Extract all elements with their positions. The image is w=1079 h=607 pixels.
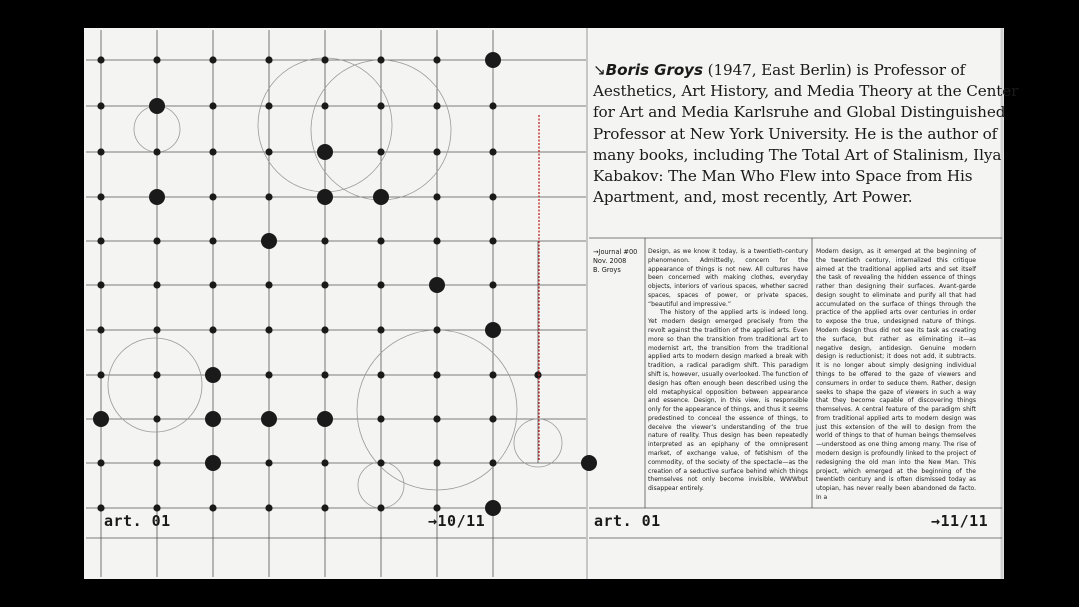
author-name: Boris Groys bbox=[605, 61, 703, 79]
small-dot bbox=[377, 371, 384, 378]
large-dot bbox=[485, 52, 501, 68]
small-dot bbox=[265, 459, 272, 466]
small-dot bbox=[321, 459, 328, 466]
small-dot bbox=[265, 281, 272, 288]
small-dot bbox=[209, 56, 216, 63]
large-dot bbox=[149, 98, 165, 114]
large-dot bbox=[429, 277, 445, 293]
large-dot bbox=[317, 411, 333, 427]
small-dot bbox=[433, 193, 440, 200]
journal-author: B. Groys bbox=[593, 266, 621, 275]
author-bio bbox=[593, 60, 1033, 208]
large-dot bbox=[485, 322, 501, 338]
small-dot bbox=[153, 237, 160, 244]
small-dot bbox=[377, 102, 384, 109]
small-dot bbox=[209, 102, 216, 109]
small-dot bbox=[265, 148, 272, 155]
small-dot bbox=[489, 459, 496, 466]
large-dot bbox=[485, 500, 501, 516]
small-dot bbox=[489, 148, 496, 155]
small-dot bbox=[377, 459, 384, 466]
small-dot bbox=[209, 237, 216, 244]
large-dot bbox=[205, 367, 221, 383]
small-dot bbox=[377, 237, 384, 244]
small-dot bbox=[265, 371, 272, 378]
journal-metadata bbox=[593, 248, 645, 276]
small-dot bbox=[433, 237, 440, 244]
small-dot bbox=[433, 148, 440, 155]
small-dot bbox=[489, 102, 496, 109]
journal-date: Nov. 2008 bbox=[593, 257, 627, 266]
left-page-number: →10/11 bbox=[428, 512, 486, 530]
small-dot bbox=[433, 459, 440, 466]
small-dot bbox=[153, 371, 160, 378]
small-dot bbox=[433, 504, 440, 511]
small-dot bbox=[433, 415, 440, 422]
small-dot bbox=[265, 56, 272, 63]
small-dot bbox=[265, 193, 272, 200]
small-dot bbox=[433, 102, 440, 109]
small-dot bbox=[534, 371, 541, 378]
small-dot bbox=[489, 281, 496, 288]
small-dot bbox=[97, 237, 104, 244]
small-dot bbox=[321, 504, 328, 511]
small-dot bbox=[209, 148, 216, 155]
small-dot bbox=[489, 371, 496, 378]
small-dot bbox=[97, 56, 104, 63]
small-dot bbox=[489, 193, 496, 200]
right-section-label: art. 01 bbox=[594, 512, 661, 530]
author-bio-text: (1947, East Berlin) is Professor of Aesthetics, Art History, and Media Theory at the Center for Art and Media Karlsruhe and Global Distinguished Professor at New York University. He is the author of many books, including The Total Art of Stalinism, Ilya Kabakov: The Man Who Flew into Space from His Apartment, and, most recently, Art Power. bbox=[593, 61, 1019, 207]
small-dot bbox=[489, 415, 496, 422]
large-dot bbox=[373, 189, 389, 205]
small-dot bbox=[97, 193, 104, 200]
small-dot bbox=[153, 281, 160, 288]
small-dot bbox=[97, 459, 104, 466]
small-dot bbox=[321, 326, 328, 333]
small-dot bbox=[377, 56, 384, 63]
large-dot bbox=[149, 189, 165, 205]
left-section-label: art. 01 bbox=[104, 512, 171, 530]
small-dot bbox=[377, 415, 384, 422]
large-dot bbox=[93, 411, 109, 427]
small-dot bbox=[153, 459, 160, 466]
small-dot bbox=[209, 326, 216, 333]
small-dot bbox=[489, 237, 496, 244]
small-dot bbox=[153, 415, 160, 422]
small-dot bbox=[321, 371, 328, 378]
small-dot bbox=[321, 56, 328, 63]
small-dot bbox=[433, 56, 440, 63]
small-dot bbox=[97, 281, 104, 288]
large-dot bbox=[205, 411, 221, 427]
large-dot bbox=[205, 455, 221, 471]
small-dot bbox=[265, 326, 272, 333]
small-dot bbox=[97, 326, 104, 333]
arrow-icon: ↘ bbox=[593, 61, 606, 79]
small-dot bbox=[153, 504, 160, 511]
article-column-2 bbox=[816, 248, 976, 503]
article-paragraph: Modern design, as it emerged at the beginning of the twentieth century, internalized this critique aimed at the traditional applied arts and set itself the task of revealing the hidden essence of things rather than designing their surfaces. Avant-garde design sought to eliminate and purify all that had accumulated on the surface of things through the practice of the applied arts over centuries in order to expose the true, undesigned nature of things. Modern design thus did not see its task as creating the surface, but rather as eliminating it—as negative design, antidesign. Genuine modern design is reductionist; it does not add, it subtracts. It is no longer about simply designing individual things to be offered to the gaze of viewers and consumers in order to seduce them. Rather, design seeks to shape the gaze of viewers in such a way that they become capable of discovering things themselves. A central feature of the paradigm shift from traditional applied arts to modern design was just this extension of the will to design from the world of things to that of human beings themselves—understood as one thing among many. The rise of modern design is profoundly linked to the project of redesigning the old man into the New Man. This project, which emerged at the beginning of the twentieth century and is often dismissed today as utopian, has never really been abandoned de facto. In a bbox=[816, 248, 976, 501]
large-dot bbox=[581, 455, 597, 471]
small-dot bbox=[265, 102, 272, 109]
small-dot bbox=[209, 193, 216, 200]
small-dot bbox=[153, 56, 160, 63]
small-dot bbox=[153, 148, 160, 155]
small-dot bbox=[153, 326, 160, 333]
small-dot bbox=[265, 504, 272, 511]
small-dot bbox=[377, 326, 384, 333]
small-dot bbox=[433, 371, 440, 378]
right-page-number: →11/11 bbox=[931, 512, 989, 530]
article-column-1 bbox=[648, 248, 808, 494]
small-dot bbox=[209, 504, 216, 511]
journal-issue: →Journal #00 bbox=[593, 248, 638, 256]
small-dot bbox=[321, 102, 328, 109]
small-dot bbox=[97, 504, 104, 511]
article-paragraph: The history of the applied arts is indeed long. Yet modern design emerged precisely from the revolt against the tradition of the applied arts. Even more so than the transition from traditional art to modernist art, the transition from the traditional applied arts to modern design marked a break with tradition, a radical paradigm shift. This paradigm shift is, however, usually overlooked. The function of design has often enough been described using the old metaphysical opposition between appearance and essence. Design, in this view, is responsible only for the appearance of things, and thus it seems predestined to conceal the essence of things, to deceive the viewer’s understanding of the true nature of reality. Thus design has been repeatedly interpreted as an epiphany of the omnipresent market, of exchange value, of fetishism of the commodity, of the society of the spectacle—as the creation of a seductive surface behind which things themselves not only become invisible, WWWbut disappear entirely. bbox=[648, 309, 808, 493]
article-paragraph: Design, as we know it today, is a twentieth-century phenomenon. Admittedly, concern for the appearance of things is not new. All cultures have been concerned with making clothes, everyday objects, interiors of various spaces, whether sacred spaces, spaces of power, or private spaces, “beautiful and impressive.” bbox=[648, 248, 808, 308]
small-dot bbox=[321, 281, 328, 288]
large-dot bbox=[317, 144, 333, 160]
large-dot bbox=[261, 411, 277, 427]
small-dot bbox=[209, 281, 216, 288]
small-dot bbox=[377, 148, 384, 155]
small-dot bbox=[433, 326, 440, 333]
large-dot bbox=[317, 189, 333, 205]
large-dot bbox=[261, 233, 277, 249]
small-dot bbox=[321, 237, 328, 244]
small-dot bbox=[377, 281, 384, 288]
small-dot bbox=[97, 148, 104, 155]
small-dot bbox=[97, 102, 104, 109]
small-dot bbox=[377, 504, 384, 511]
small-dot bbox=[97, 371, 104, 378]
